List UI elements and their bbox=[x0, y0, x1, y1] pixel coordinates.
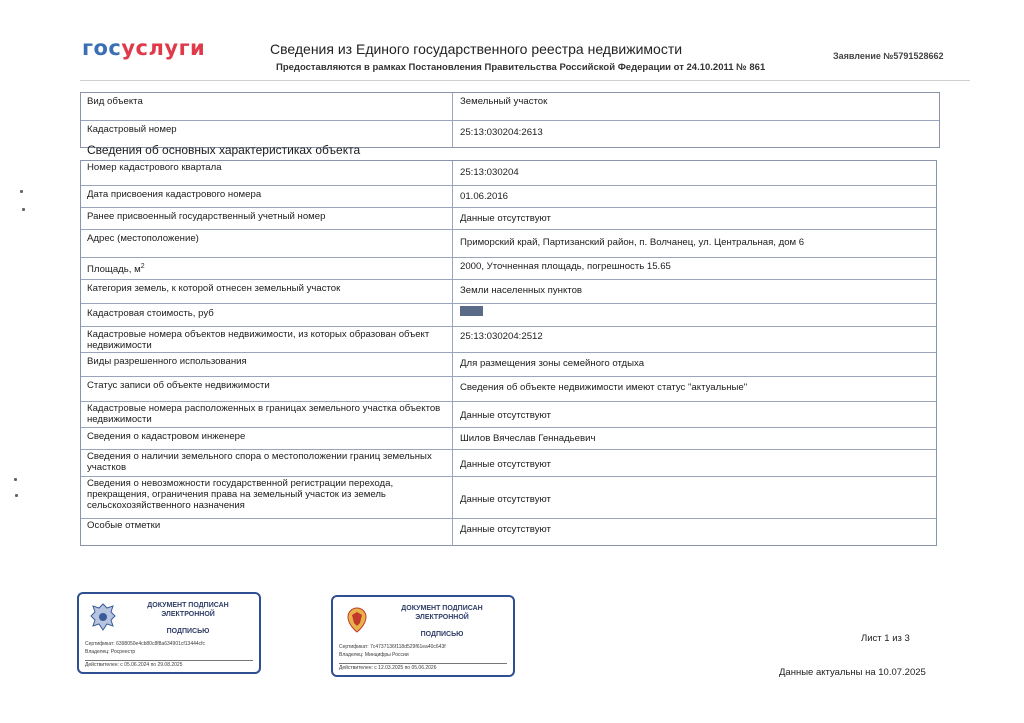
row-value: 01.06.2016 bbox=[452, 186, 936, 208]
row-value: 25:13:030204:2613 bbox=[452, 121, 939, 148]
stamp-certificate: Сертификат: 6398050e4cb80c8f8a634901cf13444cfc bbox=[85, 641, 206, 647]
table-row bbox=[81, 161, 936, 185]
row-value: 25:13:030204 bbox=[452, 161, 936, 185]
table-row bbox=[81, 257, 936, 280]
row-label: Дата присвоения кадастрового номера bbox=[87, 189, 262, 200]
table-row bbox=[81, 185, 936, 208]
row-label: Номер кадастрового квартала bbox=[87, 162, 222, 173]
row-value: Данные отсутствуют bbox=[452, 402, 936, 428]
row-label: Кадастровые номера расположенных в границах земельного участка объектов недвижимости bbox=[87, 403, 441, 425]
row-value: Данные отсутствуют bbox=[452, 450, 936, 477]
section-title: Сведения об основных характеристиках объекта bbox=[87, 143, 361, 157]
table-row bbox=[81, 207, 936, 230]
application-number: Заявление №5791528662 bbox=[833, 51, 944, 61]
logo-part-gos: гос bbox=[82, 36, 122, 60]
row-value: Приморский край, Партизанский район, п. Волчанец, ул. Центральная, дом 6 bbox=[452, 230, 936, 258]
row-value: Для размещения зоны семейного отдыха bbox=[452, 353, 936, 377]
row-label: Вид объекта bbox=[87, 96, 143, 107]
table-row bbox=[81, 427, 936, 450]
e-signature-stamp-mintsifry bbox=[331, 595, 515, 677]
table-row bbox=[81, 518, 936, 546]
e-signature-stamp-rosreestr bbox=[77, 592, 261, 674]
row-label: Кадастровый номер bbox=[87, 124, 177, 135]
document-subtitle: Предоставляются в рамках Постановления Правительства Российской Федерации от 24.10.2011 № 861 bbox=[276, 62, 766, 73]
stamp-certificate: Сертификат: 7c4737136f118d529f61ea40c643f bbox=[339, 644, 446, 650]
stamp-validity: Действителен: с 05.06.2024 по 29.08.2025 bbox=[85, 660, 253, 668]
row-label: Сведения о наличии земельного спора о местоположении границ земельных участков bbox=[87, 451, 432, 473]
row-label: Категория земель, к которой отнесен земельный участок bbox=[87, 283, 341, 294]
row-label: Статус записи об объекте недвижимости bbox=[87, 380, 270, 391]
stamp-validity: Действителен: с 12.03.2025 по 05.06.2026 bbox=[339, 663, 507, 671]
stamp-title: ДОКУМЕНТ ПОДПИСАН ЭЛЕКТРОННОЙ bbox=[401, 605, 483, 621]
row-label: Кадастровые номера объектов недвижимости, из которых образован объект недвижимости bbox=[87, 329, 430, 351]
row-value: 2000, Уточненная площадь, погрешность 15.65 bbox=[452, 258, 936, 280]
russian-coat-of-arms-icon bbox=[343, 605, 371, 635]
stamp-subtitle: ПОДПИСЬЮ bbox=[166, 628, 210, 635]
row-value: Данные отсутствуют bbox=[452, 519, 936, 546]
document-title: Сведения из Единого государственного реестра недвижимости bbox=[270, 41, 683, 57]
header-divider bbox=[80, 80, 970, 81]
row-value: Земельный участок bbox=[452, 93, 939, 120]
actual-date: Данные актуальны на 10.07.2025 bbox=[779, 667, 926, 678]
stamp-subtitle: ПОДПИСЬЮ bbox=[420, 631, 464, 638]
table-row bbox=[81, 279, 936, 304]
table-row bbox=[81, 326, 936, 353]
row-value: Сведения об объекте недвижимости имеют статус "актуальные" bbox=[452, 377, 936, 402]
table-row bbox=[81, 401, 936, 428]
table-row bbox=[81, 476, 936, 519]
scan-speck bbox=[20, 190, 23, 193]
row-label: Сведения о невозможности государственной регистрации перехода, прекращения, ограничения права на земельный участок из земель сельскохозяйственного назначения bbox=[87, 478, 394, 511]
row-label: Виды разрешенного использования bbox=[87, 356, 247, 367]
row-label: Особые отметки bbox=[87, 520, 161, 531]
row-label: Сведения о кадастровом инженере bbox=[87, 431, 246, 442]
logo-part-uslugi: услуги bbox=[121, 36, 206, 60]
row-value bbox=[452, 304, 936, 327]
row-label: Ранее присвоенный государственный учетный номер bbox=[87, 211, 326, 222]
row-label bbox=[81, 258, 452, 280]
rosreestr-emblem-icon bbox=[89, 602, 117, 632]
stamp-owner: Владелец: Минцифры России bbox=[339, 652, 409, 658]
row-value: Данные отсутствуют bbox=[452, 477, 936, 519]
table-row bbox=[81, 93, 939, 120]
table-row bbox=[81, 352, 936, 377]
scan-speck bbox=[22, 208, 25, 211]
row-value: Земли населенных пунктов bbox=[452, 280, 936, 304]
table-row bbox=[81, 229, 936, 258]
characteristics-table bbox=[80, 160, 937, 546]
stamp-owner: Владелец: Росреестр bbox=[85, 649, 136, 655]
object-summary-table bbox=[80, 92, 940, 148]
row-value: Данные отсутствуют bbox=[452, 208, 936, 230]
row-label: Кадастровая стоимость, руб bbox=[87, 308, 214, 319]
area-label-sup: 2 bbox=[140, 263, 145, 270]
redacted-cadastral-value bbox=[460, 306, 483, 316]
area-label-text: Площадь, м bbox=[87, 264, 141, 276]
scan-speck bbox=[14, 478, 17, 481]
gosuslugi-logo bbox=[82, 36, 205, 60]
row-label: Адрес (местоположение) bbox=[87, 233, 199, 244]
row-value: 25:13:030204:2512 bbox=[452, 327, 936, 353]
stamp-title: ДОКУМЕНТ ПОДПИСАН ЭЛЕКТРОННОЙ bbox=[147, 602, 229, 618]
table-row bbox=[81, 376, 936, 402]
row-value: Шилов Вячеслав Геннадьевич bbox=[452, 428, 936, 450]
table-row bbox=[81, 303, 936, 327]
scan-speck bbox=[15, 494, 18, 497]
table-row bbox=[81, 449, 936, 477]
sheet-counter: Лист 1 из 3 bbox=[861, 633, 910, 644]
